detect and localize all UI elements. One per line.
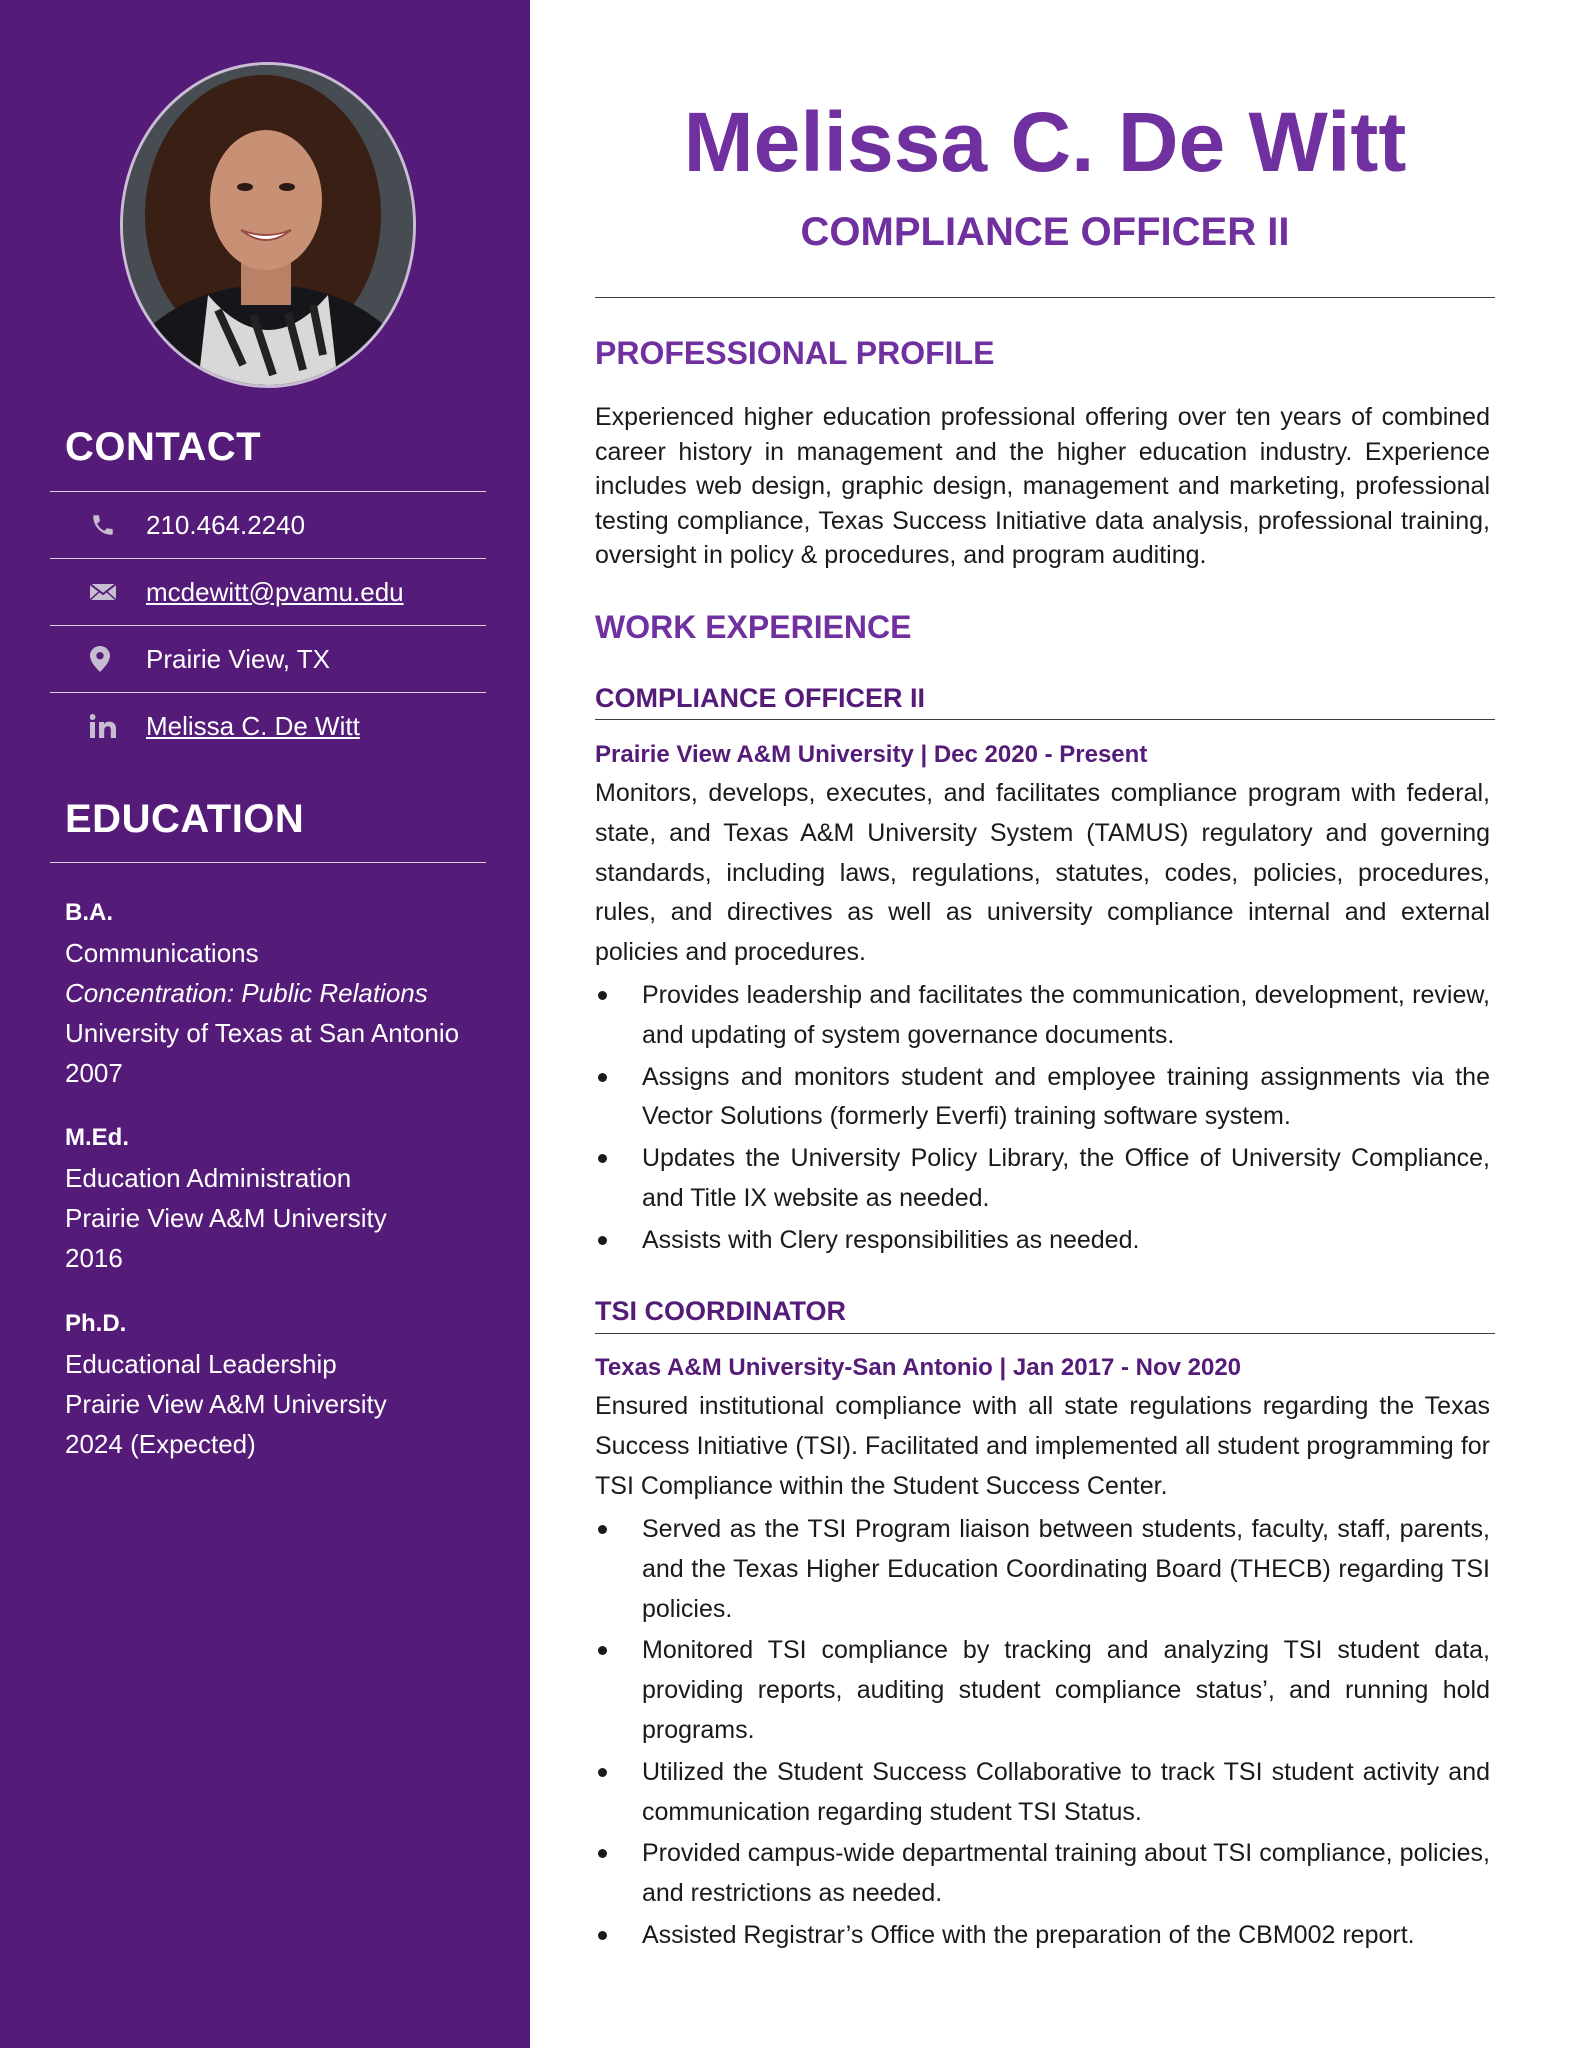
education-concentration: Concentration: Public Relations — [65, 978, 428, 1008]
profile-photo — [120, 62, 416, 388]
header-divider — [595, 297, 1495, 298]
education-school: Prairie View A&M University — [65, 1389, 387, 1419]
list-item: Updates the University Policy Library, the Office of University Compliance, and Title IX website as needed. — [595, 1139, 1490, 1219]
list-item: Assisted Registrar’s Office with the preparation of the CBM002 report. — [595, 1916, 1490, 1956]
education-field: Educational Leadership — [65, 1349, 337, 1379]
education-school: Prairie View A&M University — [65, 1203, 387, 1233]
education-entry-phd — [65, 1304, 505, 1464]
phone-icon — [90, 512, 146, 538]
list-item: Assigns and monitors student and employee training assignments via the Vector Solutions (formerly Everfi) training software system. — [595, 1058, 1490, 1138]
education-school: University of Texas at San Antonio — [65, 1018, 460, 1048]
profile-heading: PROFESSIONAL PROFILE — [595, 335, 995, 371]
contact-phone: 210.464.2240 — [146, 509, 306, 540]
job-1-meta: Prairie View A&M University | Dec 2020 - Present — [595, 741, 1148, 768]
education-divider — [50, 862, 486, 863]
education-degree: M.Ed. — [65, 1124, 129, 1151]
education-degree: Ph.D. — [65, 1310, 127, 1337]
contact-location: Prairie View, TX — [146, 643, 331, 674]
job-2-description: Ensured institutional compliance with all state regulations regarding the Texas Success Initiative (TSI). Facilitated and implemented all student programming for TSI Compliance within the Student Success Center. — [595, 1392, 1490, 1500]
contact-location-row — [50, 626, 486, 692]
job-2-divider — [595, 1333, 1495, 1334]
list-item: Assists with Clery responsibilities as needed. — [595, 1221, 1490, 1261]
list-item: Provided campus-wide departmental training about TSI compliance, policies, and restrictions as needed. — [595, 1834, 1490, 1914]
job-1-divider — [595, 719, 1495, 720]
job-title-header: COMPLIANCE OFFICER II — [800, 210, 1290, 254]
education-entry-med — [65, 1118, 505, 1278]
sidebar — [0, 0, 530, 2048]
job-1-bullets — [595, 976, 1490, 1263]
list-item: Served as the TSI Program liaison between students, faculty, staff, parents, and the Texas Higher Education Coordinating Board (THECB) regarding TSI policies. — [595, 1510, 1490, 1629]
job-1-description: Monitors, develops, executes, and facilitates compliance program with federal, state, and Texas A&M University System (TAMUS) regulatory and governing standards, including laws, regulations, statutes, codes, policies, procedures, rules, and directives as well as university compliance internal and external policies and procedures. — [595, 779, 1490, 967]
envelope-icon — [90, 582, 146, 602]
job-2-title: TSI COORDINATOR — [595, 1296, 847, 1326]
education-heading: EDUCATION — [65, 797, 305, 841]
list-item: Utilized the Student Success Collaborative to track TSI student activity and communication regarding student TSI Status. — [595, 1753, 1490, 1833]
portrait-image — [123, 65, 413, 385]
profile-text: Experienced higher education professional offering over ten years of combined career history in management and the higher education industry. Experience includes web design, graphic design, management and marketing, professional testing compliance, Texas Success Initiative data analysis, professional training, oversight in policy & procedures, and program auditing. — [595, 403, 1490, 570]
linkedin-icon — [90, 714, 146, 738]
list-item: Provides leadership and facilitates the communication, development, review, and updating of system governance documents. — [595, 976, 1490, 1056]
contact-linkedin-link[interactable]: Melissa C. De Witt — [146, 710, 360, 741]
contact-email-row — [50, 559, 486, 625]
job-2-bullets — [595, 1510, 1490, 1958]
job-1-title: COMPLIANCE OFFICER II — [595, 683, 925, 713]
contact-phone-row — [50, 492, 486, 558]
education-field: Communications — [65, 938, 259, 968]
education-degree: B.A. — [65, 899, 113, 926]
contact-email-link[interactable]: mcdewitt@pvamu.edu — [146, 576, 404, 607]
education-entry-ba — [65, 893, 505, 1093]
education-year: 2024 (Expected) — [65, 1429, 256, 1459]
job-2-meta: Texas A&M University-San Antonio | Jan 2017 - Nov 2020 — [595, 1354, 1242, 1381]
list-item: Monitored TSI compliance by tracking and analyzing TSI student data, providing reports, auditing student compliance status’, and running hold programs. — [595, 1631, 1490, 1750]
location-pin-icon — [90, 646, 146, 672]
contact-linkedin-row — [50, 693, 486, 759]
experience-heading: WORK EXPERIENCE — [595, 609, 912, 645]
education-year: 2007 — [65, 1058, 123, 1088]
person-name: Melissa C. De Witt — [683, 95, 1407, 189]
education-field: Education Administration — [65, 1163, 352, 1193]
education-year: 2016 — [65, 1243, 123, 1273]
contact-heading: CONTACT — [65, 425, 262, 469]
